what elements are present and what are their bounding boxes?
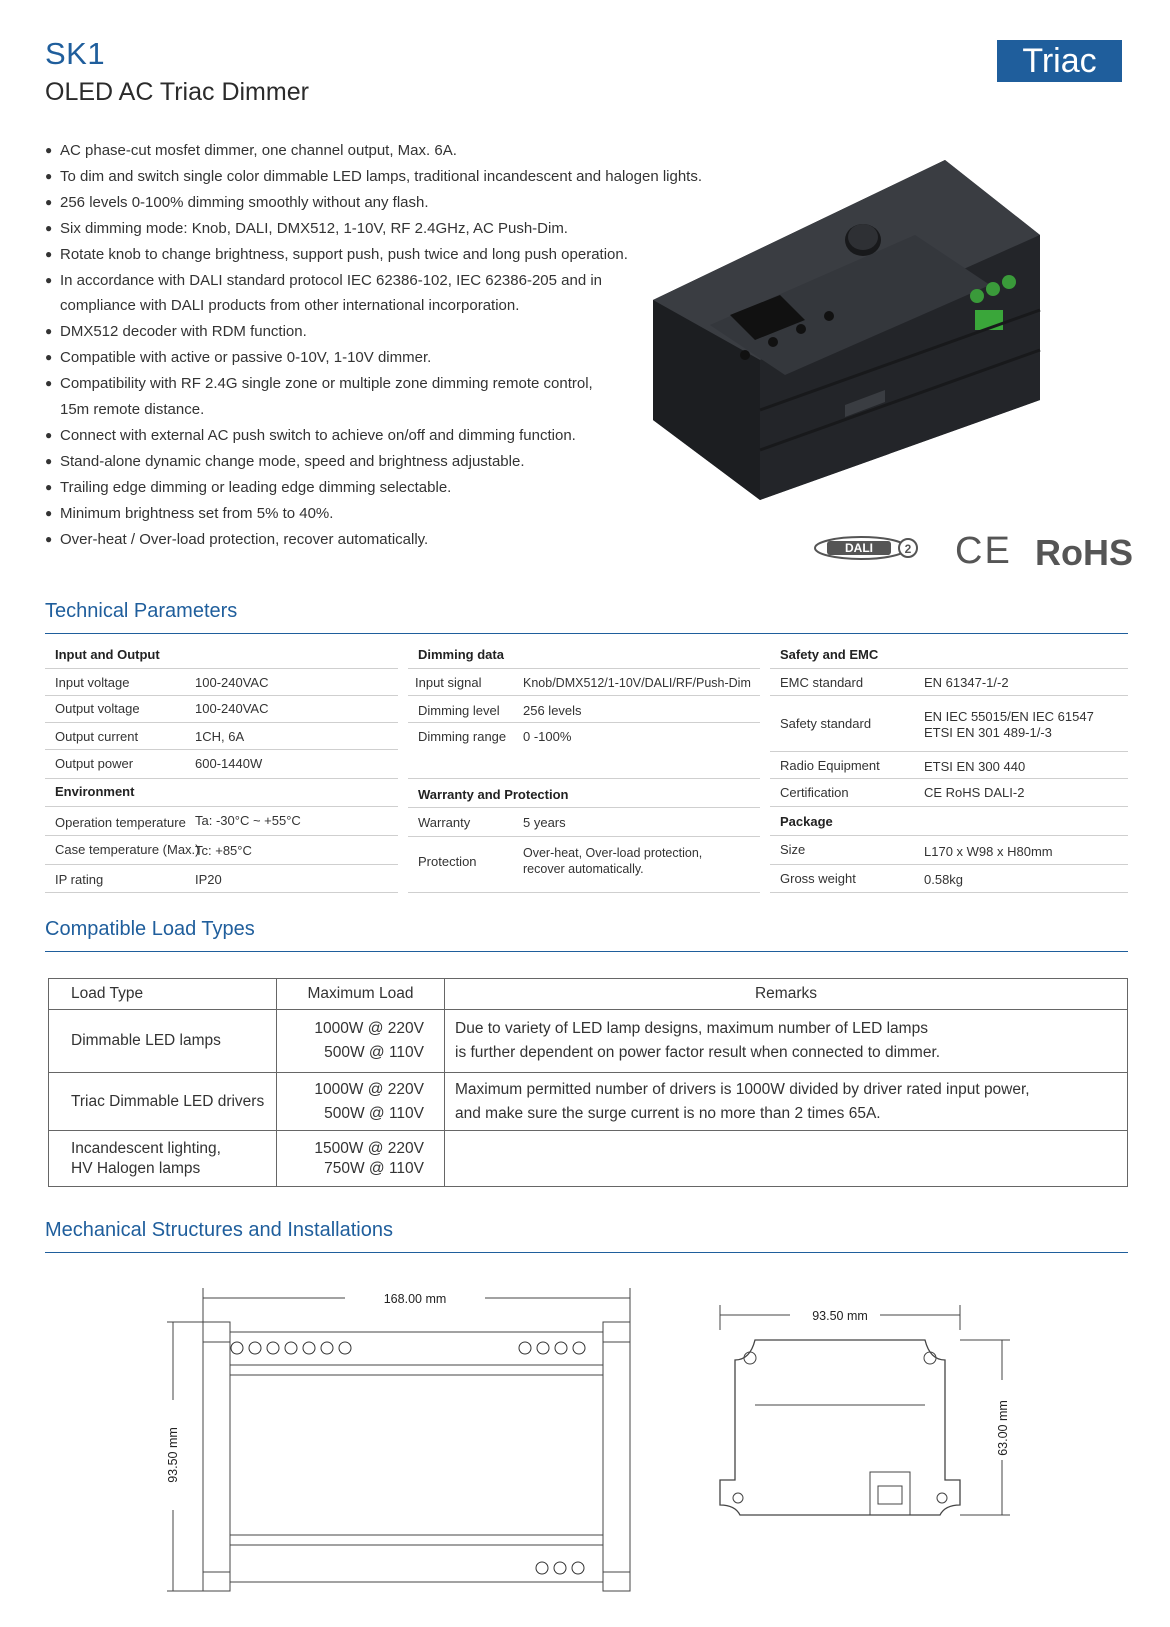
param-row: Dimming range 0 -100% bbox=[408, 722, 760, 779]
group-heading: Environment bbox=[45, 778, 398, 807]
feature-item: ● DMX512 decoder with RDM function. bbox=[45, 319, 710, 345]
tech-col-input-output bbox=[45, 640, 398, 900]
table-row bbox=[49, 1073, 1128, 1131]
param-row: Safety standard EN IEC 55015/EN IEC 61547 ETSI EN 301 489-1/-3 bbox=[770, 695, 1128, 752]
dali-logo-text: DALI bbox=[845, 541, 873, 555]
tech-col-dimming bbox=[408, 640, 760, 900]
group-heading: Dimming data bbox=[408, 640, 760, 669]
param-row: Protection Over-heat, Over-load protection, recover automatically. bbox=[408, 836, 760, 893]
rohs-mark: RoHS bbox=[1035, 532, 1133, 573]
group-heading: Package bbox=[770, 806, 1128, 836]
feature-item: ● Trailing edge dimming or leading edge dimming selectable. bbox=[45, 475, 710, 501]
param-row: Operation temperature Ta: -30°C ~ +55°C bbox=[45, 806, 398, 836]
param-row: Output voltage 100-240VAC bbox=[45, 695, 398, 723]
feature-item: ● Compatibility with RF 2.4G single zone or multiple zone dimming remote control, 15m remote distance. bbox=[45, 371, 605, 423]
col-header-load-type: Load Type bbox=[49, 979, 277, 1010]
feature-item: ● Connect with external AC push switch to achieve on/off and dimming function. bbox=[45, 423, 710, 449]
product-photo bbox=[645, 150, 1075, 510]
top-view-drawing bbox=[165, 1280, 665, 1600]
col-header-max-load: Maximum Load bbox=[277, 979, 445, 1010]
feature-item: ● Rotate knob to change brightness, support push, push twice and long push operation. bbox=[45, 242, 710, 268]
feature-item: ● Stand-alone dynamic change mode, speed and brightness adjustable. bbox=[45, 449, 710, 475]
group-heading: Input and Output bbox=[45, 640, 398, 669]
dim-width-label: 168.00 mm bbox=[383, 1292, 447, 1306]
load-type-cell: Dimmable LED lamps bbox=[49, 1010, 277, 1073]
section-rule bbox=[45, 1252, 1128, 1253]
feature-list bbox=[45, 138, 710, 553]
tech-col-safety bbox=[770, 640, 1128, 900]
side-view-drawing bbox=[700, 1300, 1030, 1540]
feature-item: ● Six dimming mode: Knob, DALI, DMX512, 1-10V, RF 2.4GHz, AC Push-Dim. bbox=[45, 216, 710, 242]
param-row: Certification CE RoHS DALI-2 bbox=[770, 778, 1128, 807]
load-types-table bbox=[48, 978, 1128, 1187]
feature-item: ● Compatible with active or passive 0-10V, 1-10V dimmer. bbox=[45, 345, 710, 371]
table-header-row bbox=[49, 979, 1128, 1010]
feature-item: ● AC phase-cut mosfet dimmer, one channel output, Max. 6A. bbox=[45, 138, 710, 164]
feature-item: ● 256 levels 0-100% dimming smoothly without any flash. bbox=[45, 190, 710, 216]
feature-item: ● Minimum brightness set from 5% to 40%. bbox=[45, 501, 710, 527]
table-row bbox=[49, 1131, 1128, 1187]
product-subtitle: OLED AC Triac Dimmer bbox=[45, 78, 309, 106]
param-row: Gross weight 0.58kg bbox=[770, 864, 1128, 893]
group-heading: Warranty and Protection bbox=[408, 778, 760, 808]
max-load-cell: 1500W @ 220V 750W @ 110V bbox=[277, 1131, 445, 1187]
category-badge: Triac bbox=[997, 40, 1122, 82]
param-row: Radio Equipment ETSI EN 300 440 bbox=[770, 751, 1128, 779]
load-type-cell: Triac Dimmable LED drivers bbox=[49, 1073, 277, 1131]
param-row: Input signal Knob/DMX512/1-10V/DALI/RF/Push-Dim bbox=[408, 668, 760, 696]
ce-mark: CE bbox=[955, 530, 1012, 572]
param-row: Size L170 x W98 x H80mm bbox=[770, 835, 1128, 865]
section-title-loads: Compatible Load Types bbox=[45, 918, 255, 940]
param-row: Case temperature (Max.) Tc: +85°C bbox=[45, 835, 398, 865]
remarks-cell bbox=[445, 1131, 1128, 1187]
section-rule bbox=[45, 951, 1128, 952]
param-row: EMC standard EN 61347-1/-2 bbox=[770, 668, 1128, 696]
param-row: IP rating IP20 bbox=[45, 864, 398, 893]
remarks-cell: Due to variety of LED lamp designs, maximum number of LED lamps is further dependent on power factor result when connected to dimmer. bbox=[445, 1010, 1128, 1073]
feature-item: ● Over-heat / Over-load protection, recover automatically. bbox=[45, 527, 710, 553]
param-row: Warranty 5 years bbox=[408, 807, 760, 837]
group-heading: Safety and EMC bbox=[770, 640, 1128, 669]
product-model: SK1 bbox=[45, 36, 106, 71]
feature-item: ● In accordance with DALI standard protocol IEC 62386-102, IEC 62386-205 and in compliance with DALI products from other international incorporation. bbox=[45, 268, 615, 320]
load-type-cell: Incandescent lighting, HV Halogen lamps bbox=[49, 1131, 277, 1187]
dim-depth-label: 93.50 mm bbox=[812, 1309, 868, 1323]
remarks-cell: Maximum permitted number of drivers is 1000W divided by driver rated input power, and make sure the surge current is no more than 2 times 65A. bbox=[445, 1073, 1128, 1131]
param-row: Dimming level 256 levels bbox=[408, 695, 760, 723]
dali-logo-suffix: 2 bbox=[904, 542, 912, 556]
section-title-mech: Mechanical Structures and Installations bbox=[45, 1219, 393, 1241]
max-load-cell: 1000W @ 220V 500W @ 110V bbox=[277, 1010, 445, 1073]
param-row: Input voltage 100-240VAC bbox=[45, 668, 398, 696]
max-load-cell: 1000W @ 220V 500W @ 110V bbox=[277, 1073, 445, 1131]
table-row bbox=[49, 1010, 1128, 1073]
col-header-remarks: Remarks bbox=[445, 979, 1128, 1010]
section-title-tech: Technical Parameters bbox=[45, 600, 238, 622]
dim-side-height-label: 63.00 mm bbox=[996, 1400, 1010, 1456]
dim-height-label: 93.50 mm bbox=[166, 1427, 180, 1483]
feature-item: ● To dim and switch single color dimmable LED lamps, traditional incandescent and halogen lights. bbox=[45, 164, 710, 190]
param-row: Output power 600-1440W bbox=[45, 749, 398, 779]
dali2-logo bbox=[813, 530, 923, 566]
section-rule bbox=[45, 633, 1128, 634]
param-row: Output current 1CH, 6A bbox=[45, 722, 398, 750]
